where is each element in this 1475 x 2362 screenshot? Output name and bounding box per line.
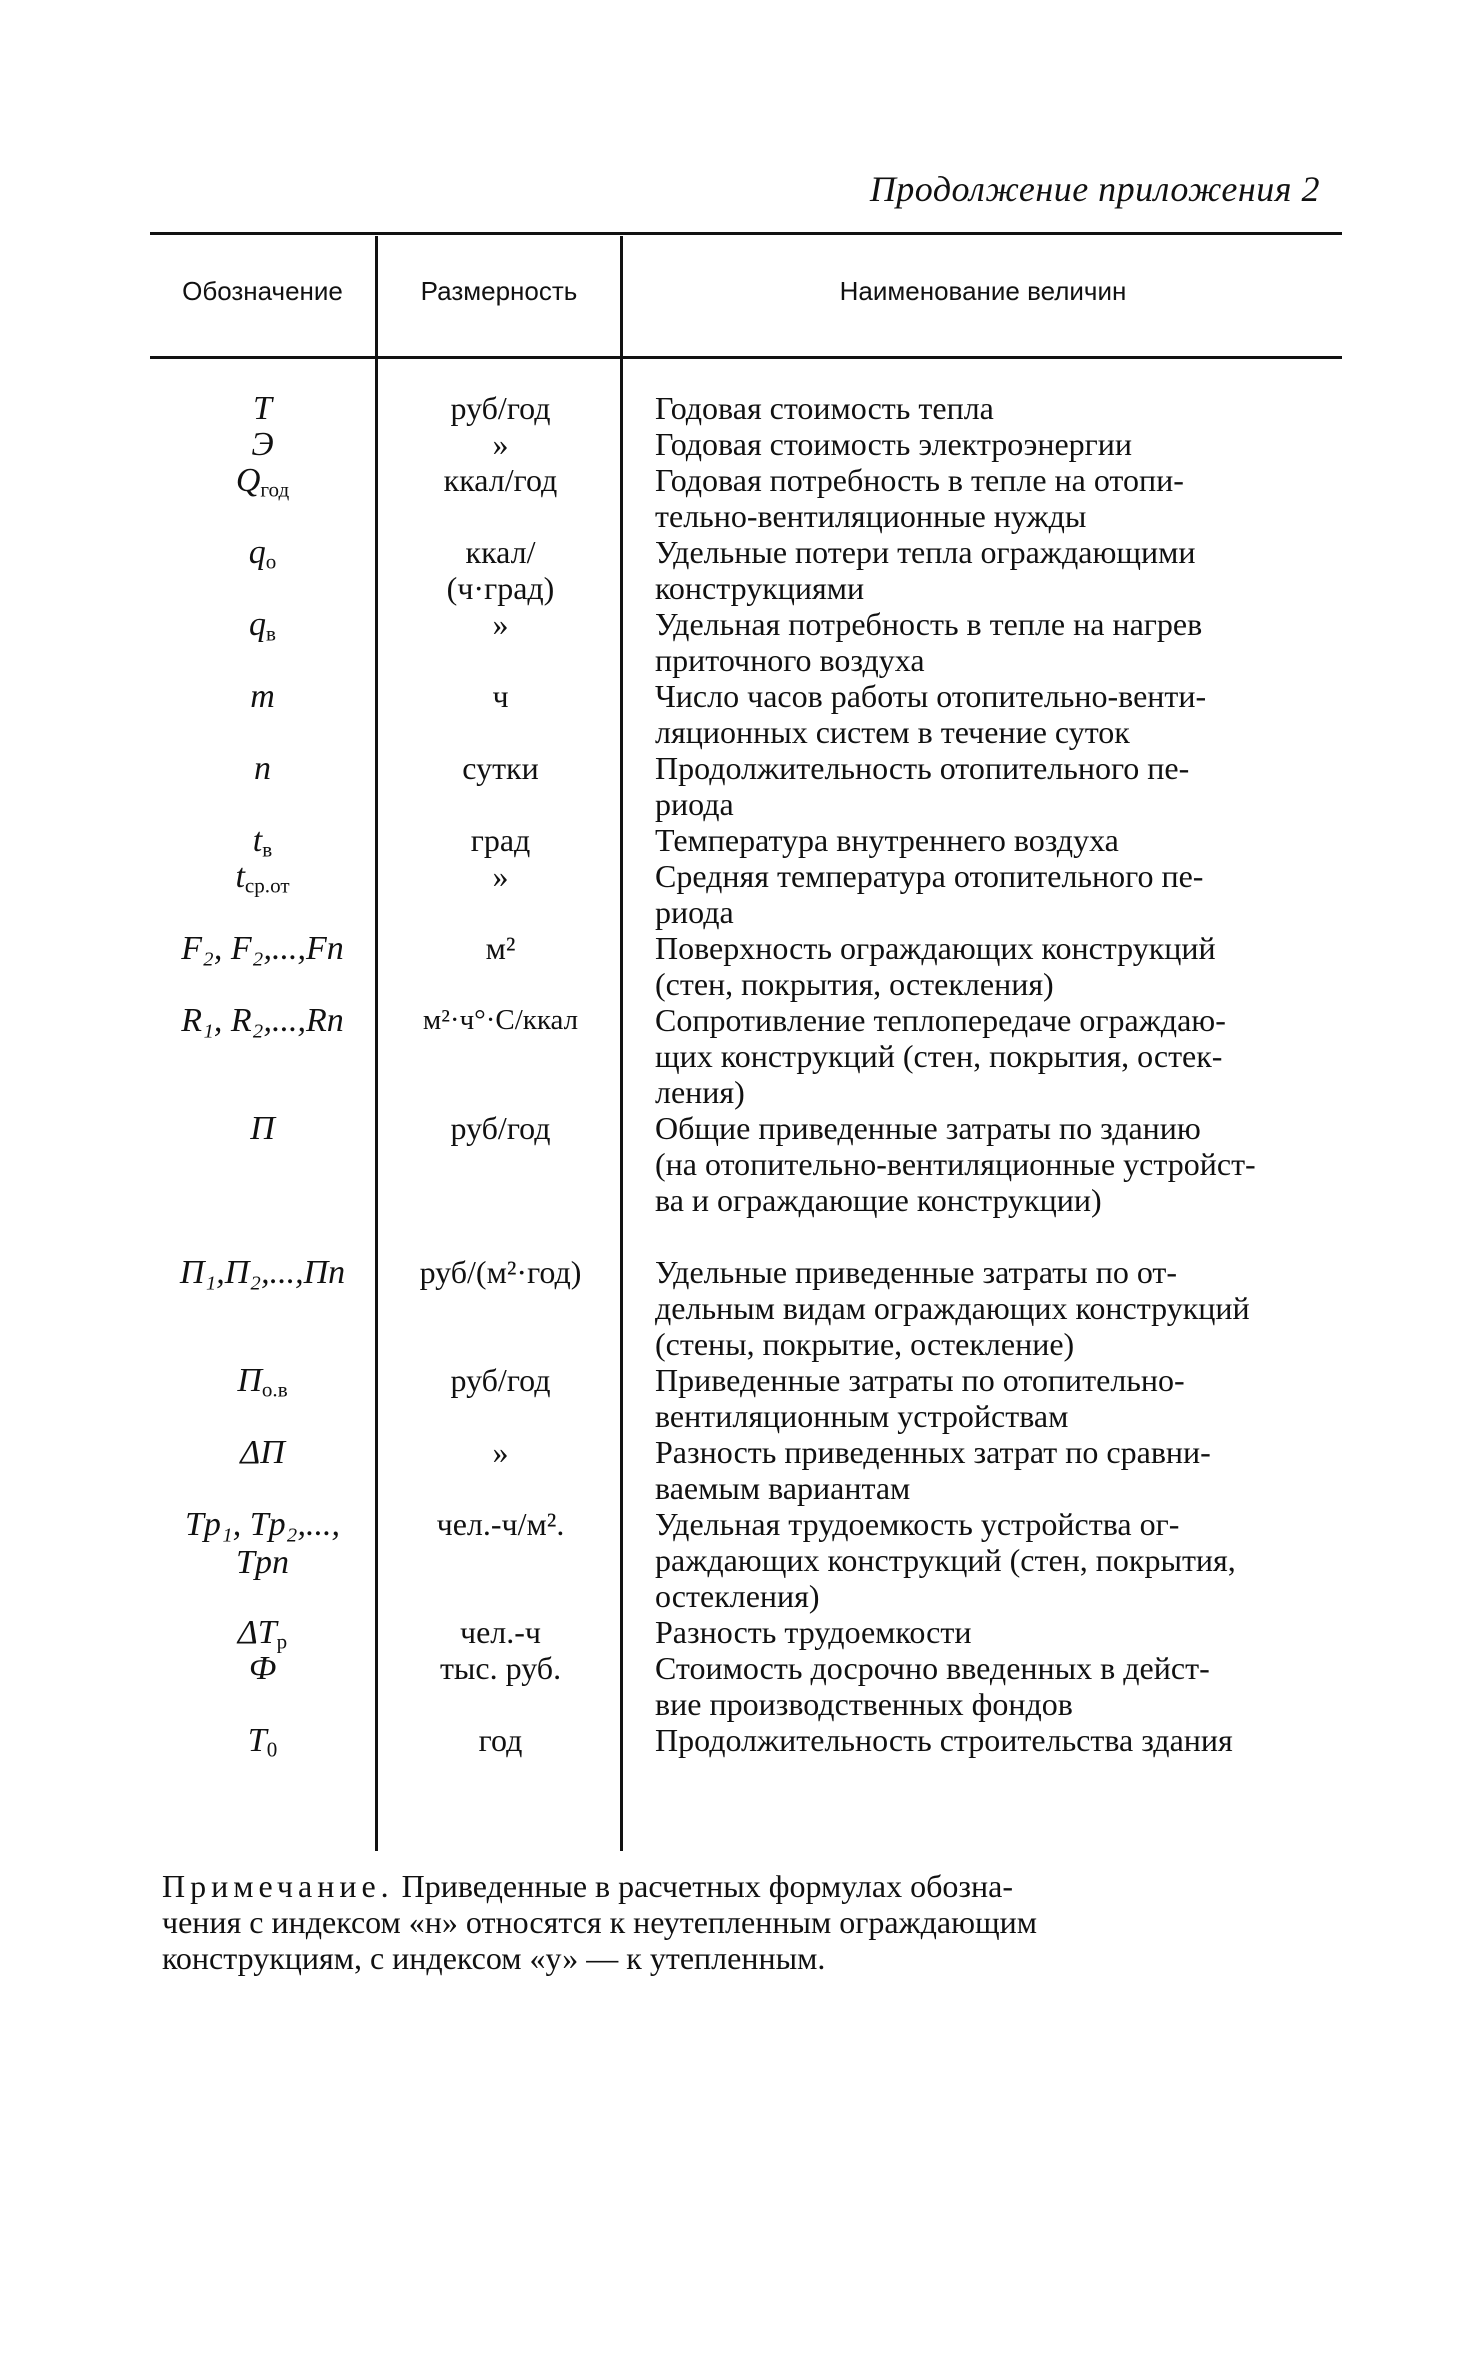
note-line: Приведенные в расчетных формулах обозна- [401,1868,1013,1904]
symbol: F₂, F₂,...,Fn [181,930,344,967]
column-header-symbol: Обозначение [182,276,343,306]
note-label: Примечание. [162,1868,394,1904]
description: Число часов работы отопительно-венти- ляционных систем в течение суток [655,678,1207,750]
description: Годовая стоимость тепла [655,390,994,426]
unit: чел.-ч/м². [436,1506,565,1542]
description: Удельные потери тепла ограждающими конструкциями [655,534,1196,606]
footnote [162,1868,1352,1976]
page-header: Продолжение приложения 2 [869,169,1320,209]
unit: руб/год [450,390,551,426]
unit: руб/(м²·год) [419,1254,582,1290]
symbol: ΔП [240,1434,285,1471]
symbol: $П_{о.в}$ [237,1362,288,1402]
unit: м² [485,930,516,966]
table-header-rule [150,356,1342,359]
unit: град [470,822,531,858]
unit: год [478,1722,523,1758]
unit: чел.-ч [459,1614,541,1650]
unit: » [492,1434,509,1470]
unit: руб/год [450,1362,551,1398]
description: Разность приведенных затрат по сравни- ваемым вариантам [655,1434,1211,1506]
description: Продолжительность отопительного пе- риода [655,750,1190,822]
description: Стоимость досрочно введенных в дейст- вие производственных фондов [655,1650,1210,1722]
symbol: m [250,678,275,715]
description: Средняя температура отопительного пе- риода [655,858,1204,930]
description: Поверхность ограждающих конструкций (стен, покрытия, остекления) [655,930,1216,1002]
symbol: Э [251,426,274,463]
description: Приведенные затраты по отопительно- вентиляционным устройствам [655,1362,1185,1434]
unit: ккал/ (ч·град) [446,534,555,606]
symbol: n [254,750,271,787]
symbol: $t_{ср.от}$ [235,858,290,898]
description: Удельная трудоемкость устройства ог- раждающих конструкций (стен, покрытия, остекления) [655,1506,1236,1614]
symbol: Tp₁, Tp₂,..., Tpn [185,1506,340,1581]
note-line: чения с индексом «н» относятся к неутепленным ограждающим [162,1904,1038,1940]
description: Сопротивление теплопередаче ограждаю- щих конструкций (стен, покрытия, остек- ления) [655,1002,1226,1110]
unit: м²·ч°·С/ккал [422,1004,579,1036]
description: Температура внутреннего воздуха [655,822,1119,858]
symbol: Ф [248,1650,277,1687]
column-header-name: Наименование величин [839,276,1127,306]
symbol: $t_в$ [252,822,273,862]
unit: » [492,858,509,894]
symbol: T [253,390,272,427]
symbol: $Q_{год}$ [235,462,290,502]
symbol: $q_в$ [249,606,276,646]
symbol: П [250,1110,275,1147]
unit: ч [492,678,509,714]
description: Разность трудоемкости [655,1614,972,1650]
description: Продолжительность строительства здания [655,1722,1233,1758]
symbol: $q_о$ [248,534,277,574]
description: Удельные приведенные затраты по от- дельным видам ограждающих конструкций (стены, покрытие, остекление) [655,1254,1250,1362]
unit: тыс. руб. [439,1650,562,1686]
note-line: конструкциям, с индексом «у» — к утепленным. [162,1940,826,1976]
description: Годовая стоимость электроэнергии [655,426,1133,462]
description: Годовая потребность в тепле на отопи- тельно-вентиляционные нужды [655,462,1184,534]
description: Удельная потребность в тепле на нагрев приточного воздуха [655,606,1203,678]
symbol: R₁, R₂,...,Rn [181,1002,344,1039]
symbol: П₁,П₂,...,Пn [179,1254,346,1291]
unit: руб/год [450,1110,551,1146]
column-header-unit: Размерность [420,276,578,306]
unit: сутки [462,750,539,786]
symbol: $T_0$ [247,1722,278,1762]
symbol: $\Delta T_р$ [237,1614,288,1654]
description: Общие приведенные затраты по зданию (на отопительно-вентиляционные устройст- ва и ограждающие конструкции) [655,1110,1256,1218]
table-top-rule [150,232,1342,235]
unit: ккал/год [443,462,558,498]
unit: » [492,606,509,642]
unit: » [492,426,509,462]
